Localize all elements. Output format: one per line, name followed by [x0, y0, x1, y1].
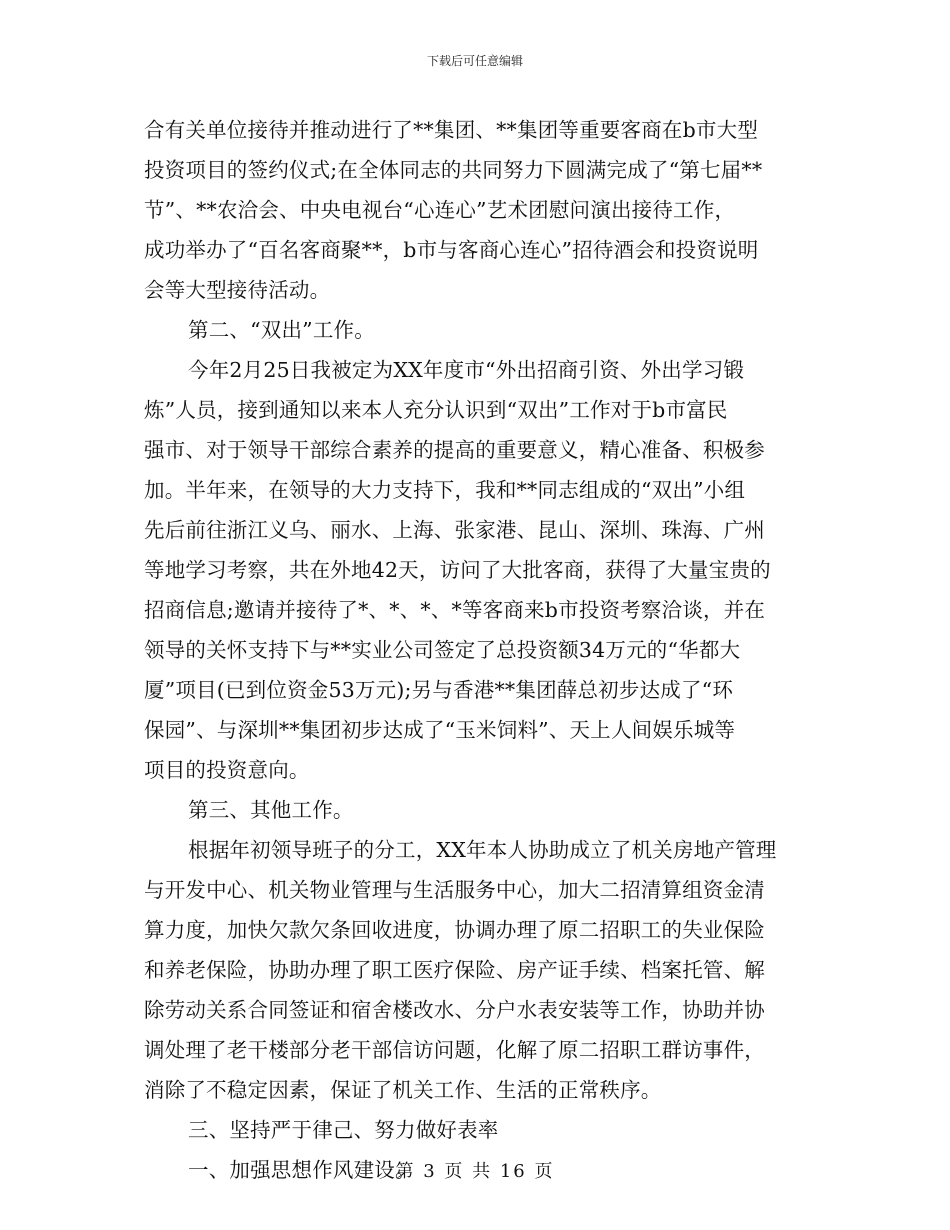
- text-line: 厦”项目(已到位资金53万元);另与香港**集团薛总初步达成了“环: [144, 678, 734, 702]
- text-line: 保园”、与深圳**集团初步达成了“玉米饲料”、天上人间娱乐城等: [144, 718, 736, 742]
- text-line: 合有关单位接待并推动进行了**集团、**集团等重要客商在b市大型: [144, 118, 759, 142]
- text-line: 第二、“双出”工作。: [188, 318, 375, 342]
- text-line: 今年2月25日我被定为XX年度市“外出招商引资、外出学习锻: [188, 358, 745, 382]
- text-line: 加。半年来，在领导的大力支持下，我和**同志组成的“双出”小组: [144, 478, 746, 502]
- text-line: 项目的投资意向。: [144, 758, 310, 782]
- document-body: [144, 110, 824, 1190]
- text-line: 消除了不稳定因素，保证了机关工作、生活的正常秩序。: [144, 1078, 662, 1102]
- text-line: 会等大型接待活动。: [144, 278, 331, 302]
- page-header: 下载后可任意编辑: [426, 54, 523, 68]
- text-line: 先后前往浙江义乌、丽水、上海、张家港、昆山、深圳、珠海、广州: [144, 518, 765, 542]
- text-line: 根据年初领导班子的分工，XX年本人协助成立了机关房地产管理: [188, 838, 777, 862]
- text-line: 炼”人员，接到通知以来本人充分认识到“双出”工作对于b市富民: [144, 398, 728, 422]
- text-line: 三、坚持严于律己、努力做好表率: [188, 1118, 499, 1142]
- text-line: 领导的关怀支持下与**实业公司签定了总投资额34万元的“华都大: [144, 638, 741, 662]
- text-line: 节”、**农洽会、中央电视台“心连心”艺术团慰问演出接待工作，: [144, 198, 736, 222]
- text-line: 投资项目的签约仪式;在全体同志的共同努力下圆满完成了“第七届**: [144, 158, 763, 182]
- text-line: 调处理了老干楼部分老干部信访问题，化解了原二招职工群访事件，: [144, 1038, 765, 1062]
- text-line: 和养老保险，协助办理了职工医疗保险、房产证手续、档案托管、解: [144, 958, 765, 982]
- text-line: 一、加强思想作风建设。: [188, 1158, 416, 1182]
- text-line: 招商信息;邀请并接待了*、*、*、*等客商来b市投资考察洽谈，并在: [144, 598, 766, 622]
- text-line: 等地学习考察，共在外地42天，访问了大批客商，获得了大量宝贵的: [144, 558, 771, 582]
- page-footer: 第 3 页 共 16 页: [395, 1161, 555, 1182]
- text-line: 成功举办了“百名客商聚**，b市与客商心连心”招待酒会和投资说明: [144, 238, 759, 262]
- text-line: 与开发中心、机关物业管理与生活服务中心，加大二招清算组资金清: [144, 878, 765, 902]
- text-line: 除劳动关系合同签证和宿舍楼改水、分户水表安装等工作，协助并协: [144, 998, 765, 1022]
- text-line: 强市、对于领导干部综合素养的提高的重要意义，精心准备、积极参: [144, 438, 765, 462]
- text-line: 第三、其他工作。: [188, 798, 354, 822]
- text-line: 算力度，加快欠款欠条回收进度，协调办理了原二招职工的失业保险: [144, 918, 765, 942]
